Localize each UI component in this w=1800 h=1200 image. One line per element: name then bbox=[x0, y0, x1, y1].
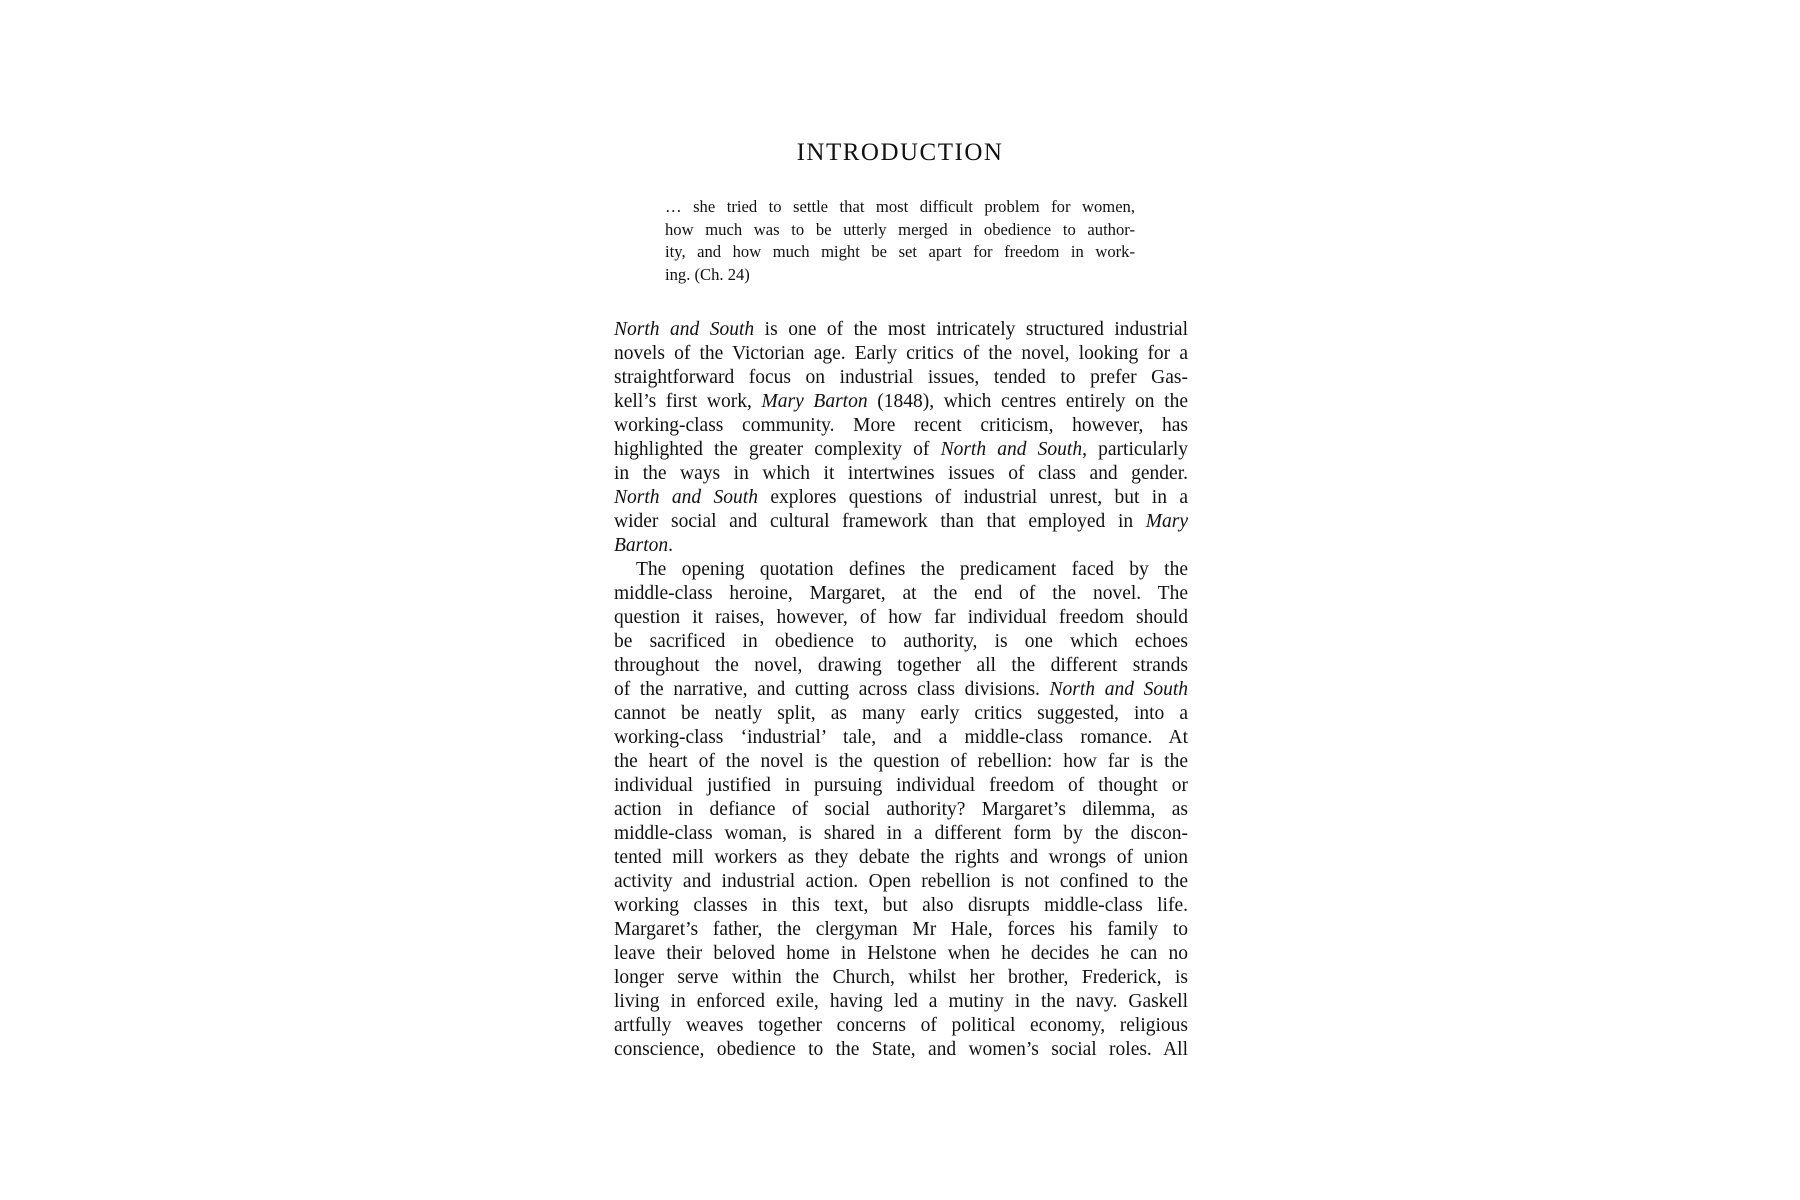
epigraph-line: … she tried to settle that most difficult problem for women, bbox=[665, 197, 1135, 216]
text-run: . bbox=[668, 535, 674, 556]
text-line bbox=[614, 942, 1188, 966]
text-run: individual justified in pursuing individual freedom of thought or bbox=[614, 775, 1188, 796]
text-run: middle-class heroine, Margaret, at the end of the novel. The bbox=[614, 583, 1188, 604]
text-run: conscience, obedience to the State, and women’s social roles. All bbox=[614, 1039, 1188, 1060]
text-line bbox=[614, 798, 1188, 822]
text-line bbox=[614, 390, 1188, 414]
text-line bbox=[614, 582, 1188, 606]
text-line bbox=[614, 870, 1188, 894]
text-run: question it raises, however, of how far individual freedom should bbox=[614, 607, 1188, 628]
text-run: in the ways in which it intertwines issues of class and gender. bbox=[614, 463, 1188, 484]
text-line bbox=[614, 510, 1188, 534]
text-run: cannot be neatly split, as many early critics suggested, into a bbox=[614, 703, 1188, 724]
text-line bbox=[614, 462, 1188, 486]
italic-title-run: North and South bbox=[940, 439, 1083, 460]
text-line bbox=[614, 486, 1188, 510]
text-line bbox=[614, 534, 1188, 558]
text-line bbox=[614, 342, 1188, 366]
text-line bbox=[614, 438, 1188, 462]
italic-title-run: Mary Barton bbox=[761, 391, 868, 412]
text-line bbox=[614, 558, 1188, 582]
text-run: wider social and cultural framework than that employed in bbox=[614, 511, 1146, 532]
text-line bbox=[614, 702, 1188, 726]
text-run: living in enforced exile, having led a mutiny in the navy. Gaskell bbox=[614, 991, 1188, 1012]
text-run: longer serve within the Church, whilst her brother, Frederick, is bbox=[614, 967, 1188, 988]
epigraph-line: ing. (Ch. 24) bbox=[665, 264, 750, 284]
text-line bbox=[614, 750, 1188, 774]
text-run: action in defiance of social authority? Margaret’s dilemma, as bbox=[614, 799, 1188, 820]
text-run: explores questions of industrial unrest, but in a bbox=[757, 487, 1188, 508]
text-run: be sacrificed in obedience to authority, is one which echoes bbox=[614, 631, 1188, 652]
text-run: throughout the novel, drawing together all the different strands bbox=[614, 655, 1188, 676]
text-run: middle-class woman, is shared in a different form by the discon- bbox=[614, 823, 1188, 844]
text-line bbox=[614, 1038, 1188, 1062]
text-run: kell’s first work, bbox=[614, 391, 762, 412]
text-run: artfully weaves together concerns of political economy, religious bbox=[614, 1015, 1188, 1036]
text-line bbox=[614, 318, 1188, 342]
text-run: novels of the Victorian age. Early critics of the novel, looking for a bbox=[614, 343, 1188, 364]
text-line bbox=[614, 1014, 1188, 1038]
paragraph bbox=[614, 558, 1188, 1062]
text-run: straightforward focus on industrial issues, tended to prefer Gas- bbox=[614, 367, 1188, 388]
epigraph-line: ity, and how much might be set apart for freedom in work- bbox=[665, 242, 1135, 261]
epigraph bbox=[665, 196, 1135, 286]
text-line bbox=[614, 630, 1188, 654]
text-line bbox=[614, 678, 1188, 702]
text-line bbox=[614, 822, 1188, 846]
text-run: highlighted the greater complexity of bbox=[614, 439, 941, 460]
text-run: working-class community. More recent criticism, however, has bbox=[614, 415, 1188, 436]
text-run: (1848), which centres entirely on the bbox=[867, 391, 1189, 412]
text-run: Margaret’s father, the clergyman Mr Hale, forces his family to bbox=[614, 919, 1188, 940]
text-run: working classes in this text, but also disrupts middle-class life. bbox=[614, 895, 1188, 916]
text-line bbox=[614, 846, 1188, 870]
body-text bbox=[614, 318, 1188, 1062]
text-run: working-class ‘industrial’ tale, and a middle-class romance. At bbox=[614, 727, 1188, 748]
text-run: The opening quotation defines the predicament faced by the bbox=[636, 559, 1188, 580]
italic-title-run: Barton bbox=[614, 535, 669, 556]
text-run: tented mill workers as they debate the rights and wrongs of union bbox=[614, 847, 1188, 868]
text-run: , particularly bbox=[1082, 439, 1189, 460]
text-line bbox=[614, 774, 1188, 798]
text-run: leave their beloved home in Helstone when he decides he can no bbox=[614, 943, 1188, 964]
chapter-title: INTRODUCTION bbox=[796, 139, 1004, 166]
text-run: the heart of the novel is the question of rebellion: how far is the bbox=[614, 751, 1188, 772]
text-run: activity and industrial action. Open rebellion is not confined to the bbox=[614, 871, 1188, 892]
italic-title-run: North and South bbox=[614, 487, 758, 508]
text-run: of the narrative, and cutting across class divisions. bbox=[614, 679, 1050, 700]
text-line bbox=[614, 966, 1188, 990]
text-line bbox=[614, 918, 1188, 942]
text-line bbox=[614, 894, 1188, 918]
text-run: is one of the most intricately structured industrial bbox=[754, 319, 1188, 340]
text-line bbox=[614, 606, 1188, 630]
text-line bbox=[614, 990, 1188, 1014]
italic-title-run: North and South bbox=[614, 319, 755, 340]
italic-title-run: Mary bbox=[1145, 511, 1188, 532]
epigraph-line: how much was to be utterly merged in obedience to author- bbox=[665, 219, 1135, 239]
text-line bbox=[614, 366, 1188, 390]
italic-title-run: North and South bbox=[1049, 679, 1188, 700]
text-line bbox=[614, 654, 1188, 678]
text-line bbox=[614, 414, 1188, 438]
paragraph bbox=[614, 318, 1188, 558]
text-line bbox=[614, 726, 1188, 750]
